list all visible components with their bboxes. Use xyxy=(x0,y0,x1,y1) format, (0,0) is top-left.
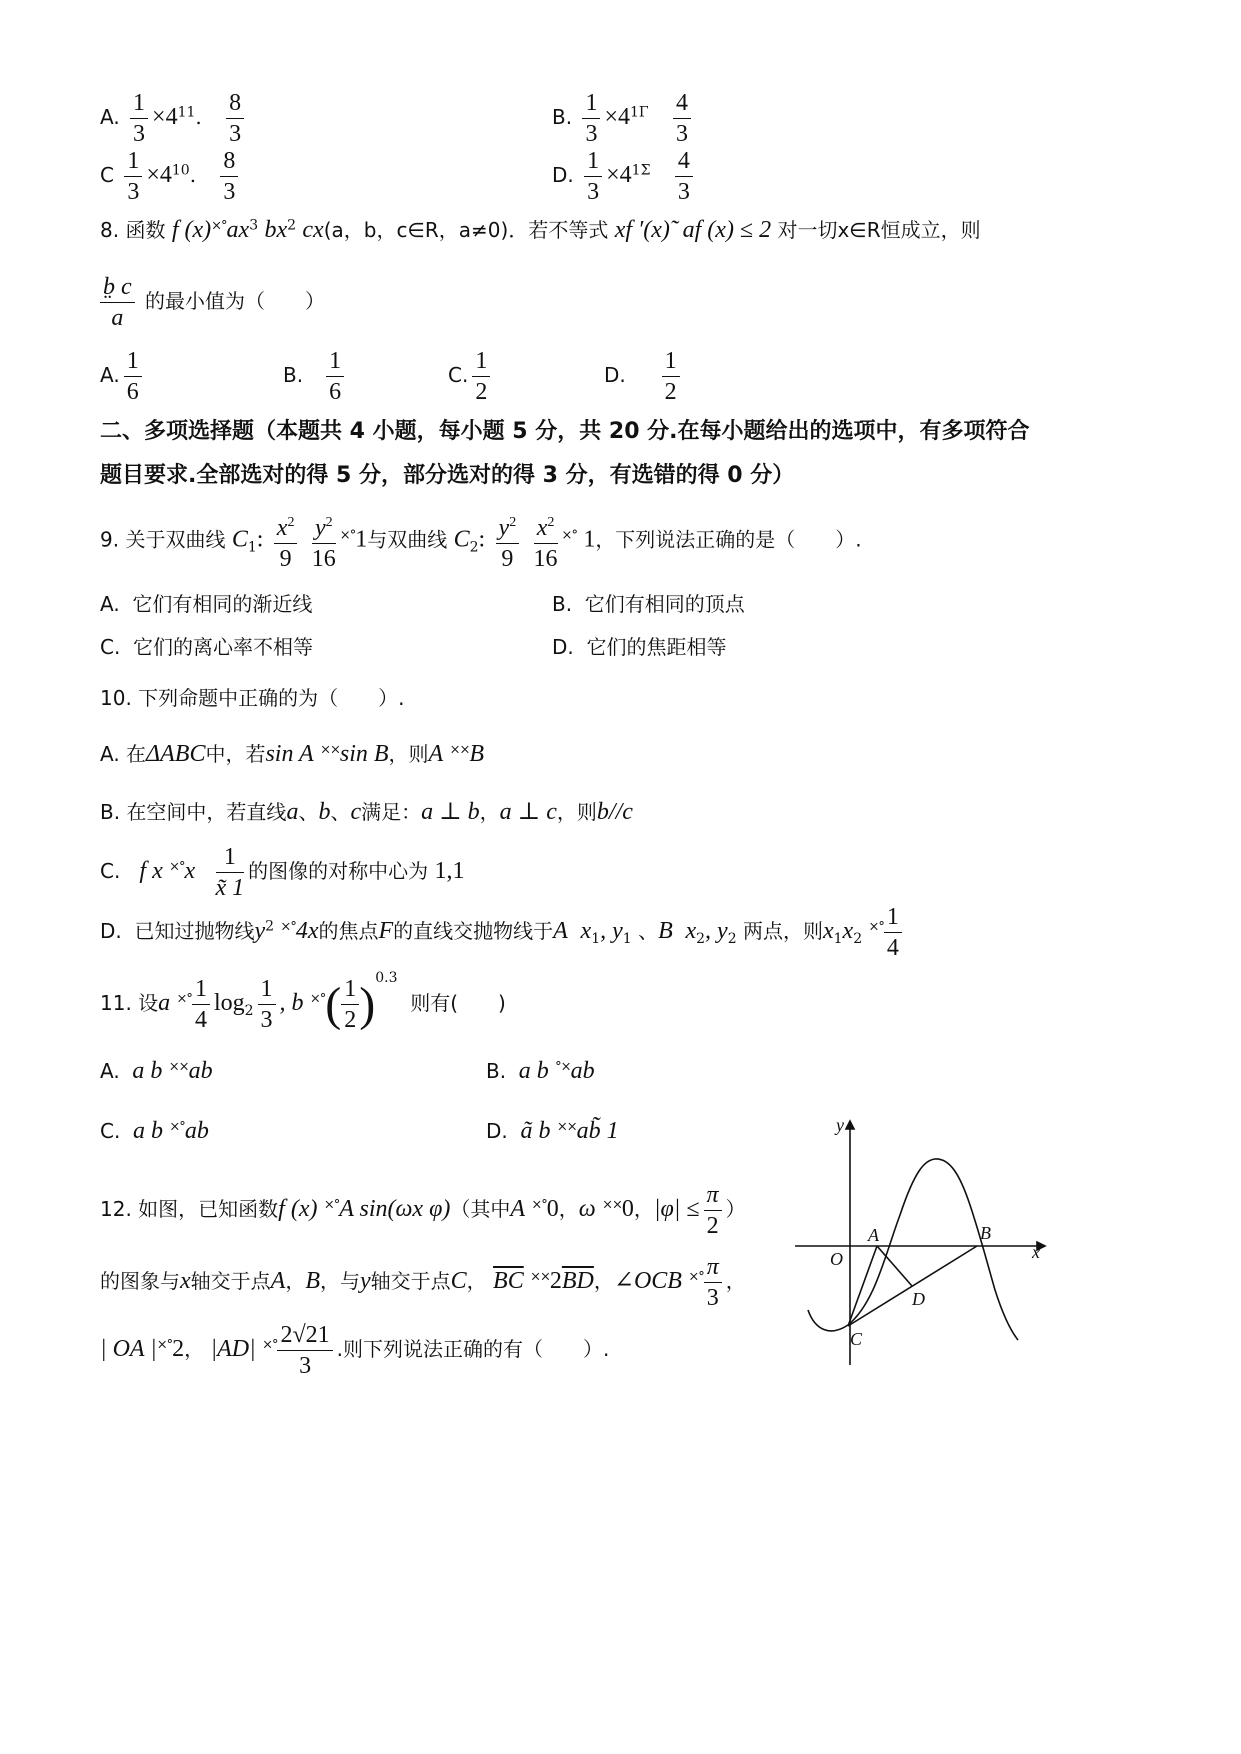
q8-stem: 8. 函数 f $(x)^{\times^\circ}ax^3$ $bx^2$ cx(a，b，c∈R，a≠0)．若不等式 xf ′(x)̃ af (x) ≤ 2 对一切x∈R恒成立，则 xyxy=(100,217,981,243)
q11-stem: 11. 设a ×° $\frac{1}{4}$ $\log_2$ $\frac{1}{3}$ , b ×°( $\frac{1}{2}$ )$^{0.3}$ 则有( ) xyxy=(100,970,506,1033)
q9-option-b: B. 它们有相同的顶点 xyxy=(552,592,745,616)
q10-option-d: D. 已知过抛物线$y^2$ ×°4x的焦点F的直线交抛物线于A $x_1$, $y_1$ 、B $x_2$, $y_2$ 两点，则$x_1x_2$ ×° $\frac{1}{4}$ xyxy=(100,902,906,963)
q8-option-b: B. $\frac{1}{6}$ xyxy=(283,346,348,407)
q7-option-c: C $\frac{1}{3}$ $\times 4^{10}$. $\frac{8}{3}$ xyxy=(100,146,242,207)
q11-option-c: C. a b ×°ab xyxy=(100,1118,209,1144)
q7-option-a: A. $\frac{1}{3}$ $\times 4^{11}$. $\frac{8}{3}$ xyxy=(100,88,248,149)
section-heading-line2: 题目要求.全部选对的得 5 分，部分选对的得 3 分，有选错的得 0 分） xyxy=(100,463,795,488)
origin-label: O xyxy=(830,1249,843,1269)
q8-option-c: C. $\frac{1}{2}$ xyxy=(448,346,494,407)
y-axis-label: y xyxy=(836,1115,844,1135)
q9-option-c: C. 它们的离心率不相等 xyxy=(100,635,314,659)
q8-stem-line2: $\frac{b̤ c}{a}$ 的最小值为（ ） xyxy=(100,272,325,333)
q11-option-b: B. a b °×ab xyxy=(486,1058,595,1084)
point-c-label: C xyxy=(850,1329,863,1349)
y-axis-arrow-icon xyxy=(846,1121,854,1129)
segment-cb xyxy=(848,1246,977,1326)
q7-option-d: D. $\frac{1}{3}$ $\times 4^{1\Sigma}$ $\frac{4}{3}$ xyxy=(552,146,697,207)
q11-option-d: D. ã b ××ab̃ 1 xyxy=(486,1118,619,1144)
q9-stem: 9. 关于双曲线 $C_1$: $\frac{x^2}{9}$ $\frac{y^2}{16}$ ×°1与双曲线 $C_2$: $\frac{y^2}{9}$ $\frac{x^2}{16}$ ×° 1，下列说法正确的是（ ）. xyxy=(100,508,862,574)
point-b-label: B xyxy=(980,1223,991,1243)
q9-option-a: A. 它们有相同的渐近线 xyxy=(100,592,313,616)
section-heading-line1: 二、多项选择题（本题共 4 小题，每小题 5 分，共 20 分.在每小题给出的选项中，有多项符合 xyxy=(100,419,1030,444)
q12-stem-line3: | OA |×°2， |AD| ×° $\frac{2√21}{3}$ .则下列说法正确的有（ ）. xyxy=(100,1322,610,1379)
q12-stem-line1: 12. 如图，已知函数f (x) ×°A sin(ωx φ)（其中A ×°0，ω ××0，|φ| ≤ $\frac{\pi}{2}$ ） xyxy=(100,1182,746,1239)
q10-option-c: C. f x ×°x $\frac{1}{x̃ 1}$ 的图像的对称中心为 1,1 xyxy=(100,844,465,901)
q8-option-a: A. $\frac{1}{6}$ xyxy=(100,346,146,407)
sine-graph-figure xyxy=(790,1115,1060,1375)
q9-option-d: D. 它们的焦距相等 xyxy=(552,635,727,659)
q11-option-a: A. a b ××ab xyxy=(100,1058,213,1084)
q12-stem-line2: 的图象与x轴交于点A，B，与y轴交于点C， $\overline{BC}$ $^{\times\times}2\overline{BD}$，∠OCB ×° $\frac{\pi}{3}$ ， xyxy=(100,1254,746,1311)
point-a-label: A xyxy=(868,1225,879,1245)
q10-option-a: A. 在ΔABC中，若sin A ××sin B，则A ××B xyxy=(100,741,485,767)
q8-option-d: D. $\frac{1}{2}$ xyxy=(604,346,684,407)
q10-stem: 10. 下列命题中正确的为（ ）. xyxy=(100,686,405,710)
point-d-label: D xyxy=(912,1289,925,1309)
q10-option-b: B. 在空间中，若直线a、b、c满足：a ⊥ b，a ⊥ c，则b//c xyxy=(100,799,633,825)
x-axis-label: x xyxy=(1032,1242,1040,1262)
q7-option-b: B. $\frac{1}{3}$ $\times 4^{1\Gamma}$ $\frac{4}{3}$ xyxy=(552,88,695,149)
segment-ca xyxy=(848,1246,877,1326)
